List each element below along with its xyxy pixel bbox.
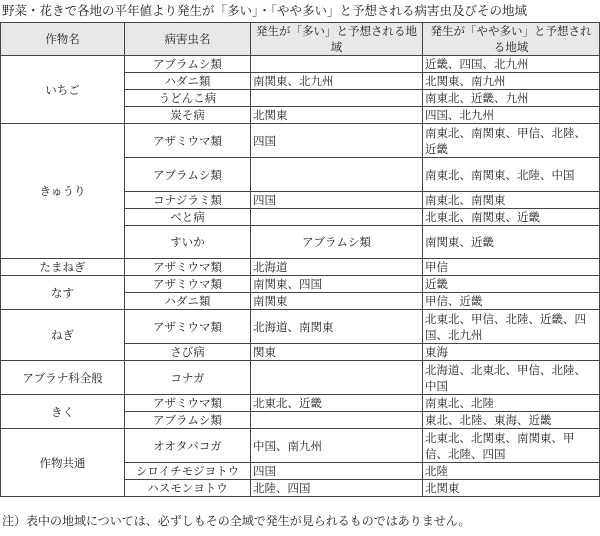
pest-cell: ハダニ類 [125,293,251,310]
header-pest: 病害虫名 [125,23,251,56]
table-row [1,259,600,276]
somewhat-region-cell: 東北、北陸、東海、近畿 [423,412,600,429]
somewhat-region-cell: 北関東、南九州 [423,73,600,90]
footnote: 注）表中の地域については、必ずしもその全域で発生が見られるものではありません。 [2,514,471,528]
pest-cell: べと病 [125,209,251,226]
pest-cell: アブラムシ類 [125,56,251,73]
many-region-cell: 関東 [251,344,423,361]
pest-cell: ハスモンヨトウ [125,480,251,497]
many-region-cell [251,209,423,226]
many-region-cell: 南関東、近畿 [423,226,600,259]
many-region-cell: 四国 [251,463,423,480]
pest-cell: アブラムシ類 [125,158,251,192]
header-crop: 作物名 [1,23,125,56]
table-body [1,56,600,497]
many-region-cell: 北海道 [251,259,423,276]
pest-cell: コナガ [125,361,251,395]
pest-cell: シロイチモジヨトウ [125,463,251,480]
somewhat-region-cell: 甲信 [423,259,600,276]
pest-cell: ハダニ類 [125,73,251,90]
pest-cell: アザミウマ類 [125,124,251,158]
table-row [1,276,600,293]
crop-cell: ねぎ [1,310,125,361]
somewhat-region-cell: 南東北、南関東、甲信、北陸、近畿 [423,124,600,158]
many-region-cell: 北陸、四国 [251,480,423,497]
header-row [1,23,600,56]
crop-cell: きゅうり [1,124,125,259]
many-region-cell: 四国 [251,124,423,158]
pest-cell: アザミウマ類 [125,310,251,344]
crop-cell: 作物共通 [1,429,125,497]
somewhat-region-cell: 北陸 [423,463,600,480]
many-region-cell [251,56,423,73]
somewhat-region-cell: 近畿 [423,276,600,293]
pest-cell: コナジラミ類 [125,192,251,209]
somewhat-region-cell: 東海 [423,344,600,361]
table-row [1,395,600,412]
somewhat-region-cell: 北海道、北東北、甲信、北陸、中国 [423,361,600,395]
document-title: 野菜・花きで各地の平年値より発生が「多い」・「やや多い」と予想される病害虫及びその地域 [2,3,528,18]
pest-cell: さび病 [125,344,251,361]
pest-cell: アザミウマ類 [125,259,251,276]
many-region-cell: 南関東 [251,293,423,310]
pest-cell: オオタバコガ [125,429,251,463]
crop-cell: すいか [125,226,251,259]
crop-cell: たまねぎ [1,259,125,276]
somewhat-region-cell: 北東北、北関東、南関東、甲信、北陸、四国 [423,429,600,463]
crop-cell: いちご [1,56,125,124]
somewhat-region-cell: 四国、北九州 [423,107,600,124]
table-row [1,310,600,344]
pest-cell: アザミウマ類 [125,276,251,293]
somewhat-region-cell: 南東北、南関東、北陸、中国 [423,158,600,192]
header-somewhat: 発生が「やや多い」と予想される地域 [423,23,600,56]
crop-cell: アブラナ科全般 [1,361,125,395]
pest-cell: 炭そ病 [125,107,251,124]
pest-cell: アブラムシ類 [251,226,423,259]
header-many: 発生が「多い」と予想される地域 [251,23,423,56]
table-row [1,361,600,395]
somewhat-region-cell: 北東北、甲信、北陸、近畿、四国、北九州 [423,310,600,344]
many-region-cell [251,361,423,395]
many-region-cell: 北東北、近畿 [251,395,423,412]
crop-cell: きく [1,395,125,429]
crop-cell: なす [1,276,125,310]
many-region-cell [251,158,423,192]
table-row [1,429,600,463]
somewhat-region-cell: 南東北、北陸 [423,395,600,412]
table-row [1,124,600,158]
many-region-cell: 北海道、南関東 [251,310,423,344]
many-region-cell: 南関東、四国 [251,276,423,293]
somewhat-region-cell: 南東北、南関東 [423,192,600,209]
many-region-cell: 中国、南九州 [251,429,423,463]
somewhat-region-cell: 北東北、南関東、近畿 [423,209,600,226]
somewhat-region-cell: 近畿、四国、北九州 [423,56,600,73]
pest-cell: うどんこ病 [125,90,251,107]
many-region-cell: 南関東、北九州 [251,73,423,90]
pest-cell: アザミウマ類 [125,395,251,412]
somewhat-region-cell: 北関東 [423,480,600,497]
pest-cell: アブラムシ類 [125,412,251,429]
somewhat-region-cell: 甲信、近畿 [423,293,600,310]
many-region-cell: 四国 [251,192,423,209]
pest-forecast-table [0,22,600,497]
many-region-cell: 北関東 [251,107,423,124]
many-region-cell [251,90,423,107]
many-region-cell [251,412,423,429]
somewhat-region-cell: 南東北、近畿、九州 [423,90,600,107]
table-row [1,56,600,73]
